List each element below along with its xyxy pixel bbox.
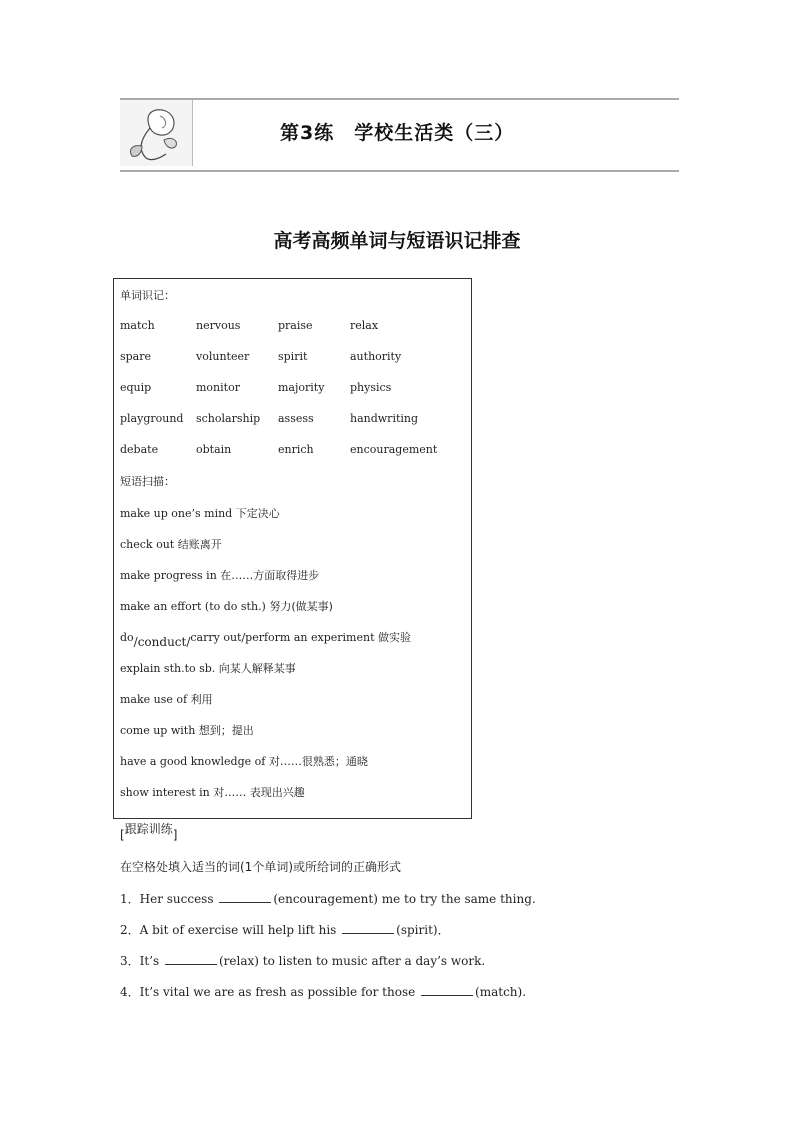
vocab-word: physics [350,381,392,394]
vocab-word: relax [350,319,379,332]
phrase-item: check out 结账离开 [120,538,222,551]
vocab-heading: 单词识记： [120,289,175,302]
phrase-item: explain sth.to sb. 向某人解释某事 [120,662,296,675]
vocab-word: nervous [196,319,241,332]
vocab-word: praise [278,319,313,332]
vocab-box [113,278,472,819]
vocab-word: assess [278,412,314,425]
question-item: 4．It’s vital we are as fresh as possible for those (match). [120,985,527,999]
lesson-title: 第3练 学校生活类（三） [280,122,515,144]
vocab-word: obtain [196,443,232,456]
vocab-word: encouragement [350,443,438,456]
vocab-word: debate [120,443,159,456]
vocab-word: equip [120,381,152,394]
vocab-word: monitor [196,381,240,394]
vocab-word: match [120,319,155,332]
vocab-word: scholarship [196,412,261,425]
question-item: 2．A bit of exercise will help lift his (spirit)． [120,923,450,937]
phrase-item: make up one’s mind 下定决心 [120,507,280,520]
phrases-heading: 短语扫描： [120,475,175,488]
vocab-word: authority [350,350,402,363]
answer-blank[interactable] [342,933,394,934]
answer-blank[interactable] [165,964,217,965]
vocab-word: volunteer [196,350,250,363]
practice-title: [跟踪训练] [120,822,178,842]
phrase-item: make use of 利用 [120,693,213,706]
phrase-item: make an effort (to do sth.) 努力(做某事) [120,600,333,613]
phrase-item: have a good knowledge of 对……很熟悉；通晓 [120,755,368,768]
phrase-item: come up with 想到；提出 [120,724,254,737]
phrase-item: make progress in 在……方面取得进步 [120,569,320,582]
vocab-word: majority [278,381,325,394]
lesson-header [120,98,679,172]
answer-blank[interactable] [421,995,473,996]
vocab-word: enrich [278,443,314,456]
question-item: 1．Her success (encouragement) me to try the same thing. [120,892,536,906]
flower-logo-icon [120,100,193,166]
page-title: 高考高频单词与短语识记排查 [273,230,521,252]
phrase-item: show interest in 对…… 表现出兴趣 [120,786,305,799]
phrase-item: do/conduct/carry out/perform an experiment 做实验 [120,631,411,649]
vocab-word: playground [120,412,184,425]
vocab-word: spare [120,350,152,363]
practice-instruction: 在空格处填入适当的词(1个单词)或所给词的正确形式 [120,860,402,874]
answer-blank[interactable] [219,902,271,903]
vocab-word: spirit [278,350,308,363]
question-item: 3．It’s (relax) to listen to music after a day’s work. [120,954,486,968]
vocab-word: handwriting [350,412,419,425]
